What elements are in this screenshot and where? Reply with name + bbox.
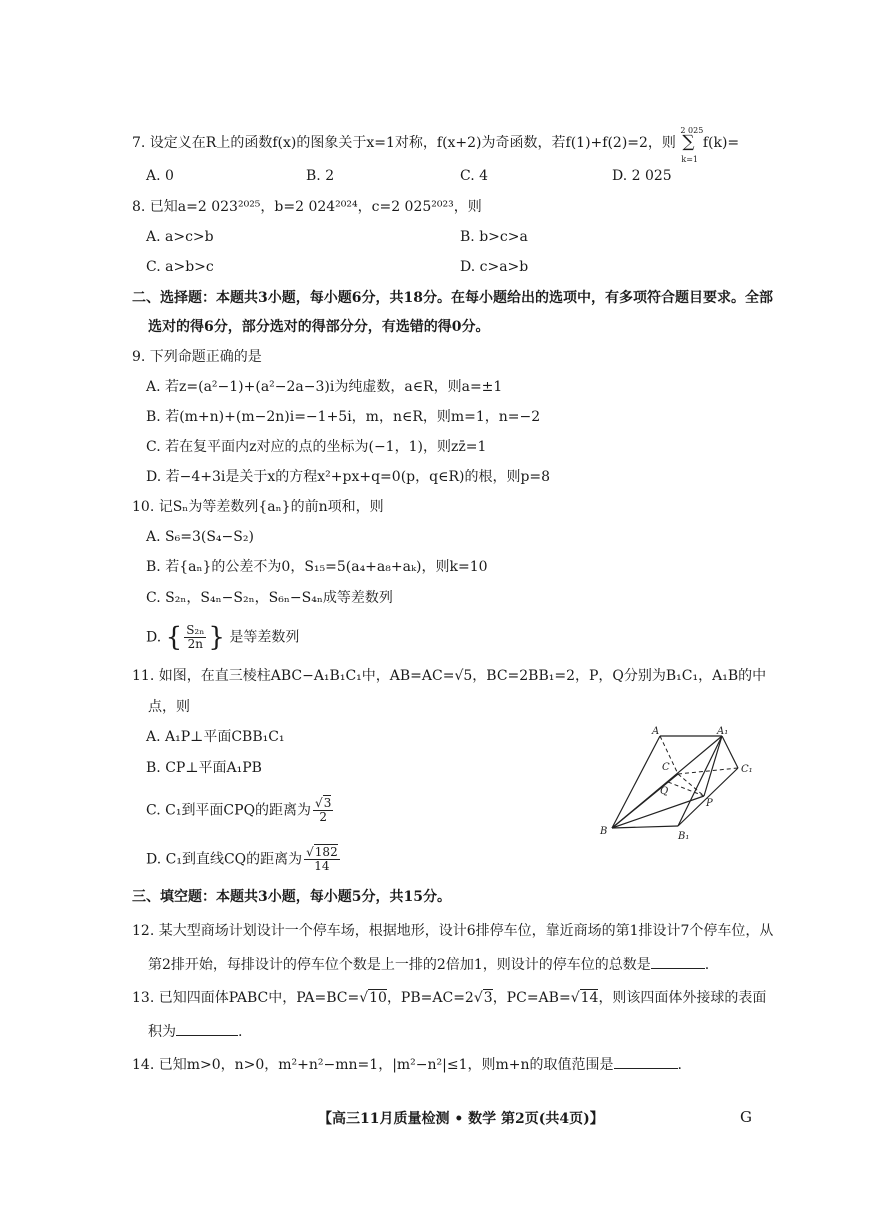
q8-option-c: C. a>b>c bbox=[146, 259, 214, 275]
q10-option-b: B. 若{aₙ}的公差不为0，S₁₅=5(a₄+a₈+aₖ)，则k=10 bbox=[146, 559, 488, 575]
label-b1: B₁ bbox=[678, 831, 690, 842]
q14-answer-blank[interactable] bbox=[614, 1054, 678, 1069]
section2-heading: 二、选择题：本题共3小题，每小题6分，共18分。在每小题给出的选项中，有多项符合题目要求。全部 bbox=[132, 290, 773, 306]
q8-option-a: A. a>c>b bbox=[146, 229, 214, 245]
page-footer: 【高三11月质量检测 • 数学 第2页(共4页)】 bbox=[318, 1111, 604, 1127]
q10-stem: 10. 记Sₙ为等差数列{aₙ}的前n项和，则 bbox=[132, 499, 384, 515]
q13-stem: 13. 已知四面体PABC中，PA=BC=√10，PB=AC=2√3，PC=AB=√14，则该四面体外接球的表面 bbox=[132, 990, 767, 1006]
q14-stem: 14. 已知m>0，n>0，m²+n²−mn=1，|m²−n²|≤1，则m+n的取值范围是 . bbox=[132, 1054, 682, 1075]
label-c1: C₁ bbox=[741, 764, 753, 775]
q9-option-b: B. 若(m+n)+(m−2n)i=−1+5i，m，n∈R，则m=1，n=−2 bbox=[146, 409, 541, 425]
q13-stem-line2: 积为 . bbox=[148, 1021, 242, 1042]
q9-stem: 9. 下列命题正确的是 bbox=[132, 349, 262, 365]
q9-option-c: C. 若在复平面内z对应的点的坐标为(−1，1)，则zz̄=1 bbox=[146, 439, 487, 455]
sum-upper: 2 025 bbox=[680, 126, 704, 135]
q7-option-a: A. 0 bbox=[146, 168, 174, 184]
q7-option-d: D. 2 025 bbox=[612, 168, 672, 184]
q8-option-d: D. c>a>b bbox=[460, 259, 529, 275]
q11-stem: 11. 如图，在直三棱柱ABC−A₁B₁C₁中，AB=AC=√5，BC=2BB₁=2，P，Q分别为B₁C₁，A₁B的中 bbox=[132, 668, 767, 684]
section3-heading: 三、填空题：本题共3小题，每小题5分，共15分。 bbox=[132, 889, 451, 905]
q12-stem: 12. 某大型商场计划设计一个停车场，根据地形，设计6排停车位，靠近商场的第1排设计7个停车位，从 bbox=[132, 923, 774, 939]
q11-option-d: D. C₁到直线CQ的距离为 $\frac{√182}{14}$ bbox=[146, 845, 338, 873]
q9-option-a: A. 若z=(a²−1)+(a²−2a−3)i为纯虚数，a∈R，则a=±1 bbox=[146, 379, 503, 395]
q10-option-a: A. S₆=3(S₄−S₂) bbox=[146, 529, 254, 545]
prism-edges bbox=[612, 736, 738, 828]
label-a1: A₁ bbox=[717, 726, 729, 737]
q11-option-a: A. A₁P⊥平面CBB₁C₁ bbox=[146, 729, 285, 745]
q11-option-b: B. CP⊥平面A₁PB bbox=[146, 760, 262, 776]
q7-stem: 7. 设定义在R上的函数f(x)的图象关于x=1对称，f(x+2)为奇函数，若f(1)+f(2)=2，则 2 025 ∑ k=1 f(k)= bbox=[132, 133, 739, 153]
label-q: Q bbox=[660, 786, 669, 797]
label-a: A bbox=[652, 726, 660, 737]
q7-option-c: C. 4 bbox=[460, 168, 489, 184]
q11-stem-line2: 点，则 bbox=[148, 699, 190, 715]
q7-option-b: B. 2 bbox=[306, 168, 335, 184]
label-p: P bbox=[706, 798, 713, 809]
q8-stem: 8. 已知a=2 023²⁰²⁵，b=2 024²⁰²⁴，c=2 025²⁰²³，则 bbox=[132, 199, 482, 215]
q12-stem-line2: 第2排开始，每排设计的停车位个数是上一排的2倍加1，则设计的停车位的总数是 . bbox=[148, 954, 709, 975]
section2-heading-line2: 选对的得6分，部分选对的得部分分，有选错的得0分。 bbox=[148, 319, 490, 335]
label-c: C bbox=[662, 762, 670, 773]
prism-figure bbox=[598, 724, 768, 844]
q12-answer-blank[interactable] bbox=[651, 954, 705, 969]
corner-mark: G bbox=[740, 1108, 752, 1126]
q9-option-d: D. 若−4+3i是关于x的方程x²+px+q=0(p，q∈R)的根，则p=8 bbox=[146, 469, 551, 485]
label-b: B bbox=[600, 826, 608, 837]
q8-option-b: B. b>c>a bbox=[460, 229, 528, 245]
q11-option-c: C. C₁到平面CPQ的距离为 $\frac{√3}{2}$ bbox=[146, 796, 332, 824]
q13-answer-blank[interactable] bbox=[176, 1021, 238, 1036]
sum-lower: k=1 bbox=[681, 155, 699, 164]
q10-option-d: D. { $\frac{\text{S₂ₙ}}{2n}$ } 是等差数列 bbox=[146, 622, 300, 653]
q10-option-c: C. S₂ₙ，S₄ₙ−S₂ₙ，S₆ₙ−S₄ₙ成等差数列 bbox=[146, 590, 393, 606]
